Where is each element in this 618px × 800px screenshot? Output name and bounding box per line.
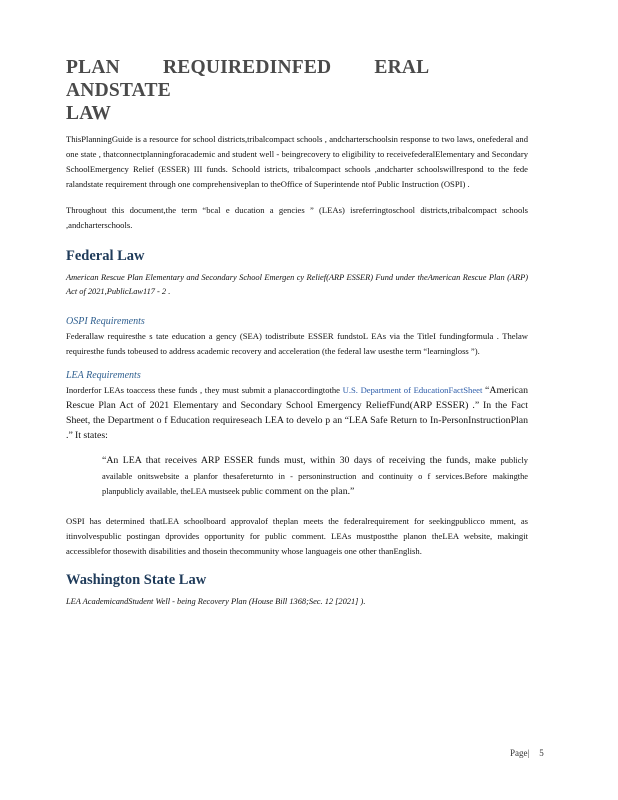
title-line-2: LAW: [66, 103, 112, 124]
lea-text-states: It states:: [74, 430, 108, 441]
washington-law-heading: Washington State Law: [66, 571, 207, 588]
federal-law-heading: Federal Law: [66, 248, 145, 264]
lea-requirements-heading: LEA Requirements: [66, 370, 141, 381]
ospi-requirements-heading: OSPI Requirements: [66, 316, 145, 327]
lea-text-fact-sheet: In the Fact Sheet, the Department o f Education requireseach LEA to develo p an: [66, 400, 528, 426]
federal-law-citation: American Rescue Plan Elementary and Secondary School Emergen cy Relief(ARP ESSER) Fund under theAmerican Rescue Plan (ARP) Act of 2021,PublicLaw117 - 2 .: [66, 273, 528, 296]
block-quote: [102, 453, 528, 500]
title-line-1: PLAN REQUIREDINFED ERAL ANDSTATE: [66, 57, 429, 101]
page-label: Page|: [510, 748, 530, 758]
fact-sheet-title: “American Rescue Plan Act of 2021 Elementary and Secondary School Emergency ReliefFund(ARP ESSER) .”: [66, 385, 528, 411]
safe-return-plan-title: “LEA Safe Return to In-PersonInstructionPlan .”: [66, 415, 528, 441]
block-quote-end: comment on the plan.”: [265, 486, 355, 497]
intro-paragraph-1: ThisPlanningGuide is a resource for school districts,tribalcompact schools , andcharterschoolsin response to two laws, onefederal and one state , thatconnectplanningforacademic and student well - beingrecovery to eligibility to receivefederalElementary and Secondary SchoolEmergency Relief (ESSER) III funds. Schoold istricts, tribalcompact schools ,andcharter schoolswillrespond to the fede ralandstate requirement through one comprehensiveplan to theOffice of Superintende ntof Public Instruction (OSPI) .: [66, 134, 528, 189]
fact-sheet-link[interactable]: U.S. Department of EducationFactSheet: [342, 385, 483, 395]
document-page: [66, 56, 528, 609]
washington-law-citation: LEA AcademicandStudent Well - being Recovery Plan (House Bill 1368;Sec. 12 [2021] ).: [66, 596, 366, 606]
block-quote-start: “An LEA that receives ARP ESSER funds must, within 30 days of receiving the funds, make: [102, 455, 497, 466]
ospi-determination-text: OSPI has determined thatLEA schoolboard approvalof theplan meets the federalrequirement for seekingpublicco mment, as itinvolvespublic postingan dprovides opportunity for public comment. LEAs mustpostthe planon theLEA website, makingit accessiblefor thosewith disabilities and thosein thecommunity whose languageis one other thanEnglish.: [66, 515, 528, 556]
page-title: [66, 56, 528, 125]
intro-paragraph-2: Throughout this document,the term “bcal e ducation a gencies ” (LEAs) isreferringtoschool districts,tribalcompact schools ,andcharterschools.: [66, 205, 528, 230]
ospi-requirements-text: Federallaw requiresthe s tate education a gency (SEA) todistribute ESSER fundstoL EAs via the TitleI fundingformula . Thelaw requiresthe funds tobeused to address academic recovery and acceleration (the federal law usesthe term “learningloss ”).: [66, 331, 528, 356]
lea-text-intro: Inorderfor LEAs toaccess these funds , they must submit a planaccordingtothe: [66, 385, 340, 395]
page-number: 5: [539, 748, 544, 758]
block-quote-middle: publicly available onitswebsite a planfor thesafereturnto in - personinstruction and continuity o f services.Before makingthe planpublicly available, theLEA mustseek public: [102, 456, 528, 496]
lea-requirements-text: [66, 383, 528, 443]
page-footer: [510, 748, 544, 758]
